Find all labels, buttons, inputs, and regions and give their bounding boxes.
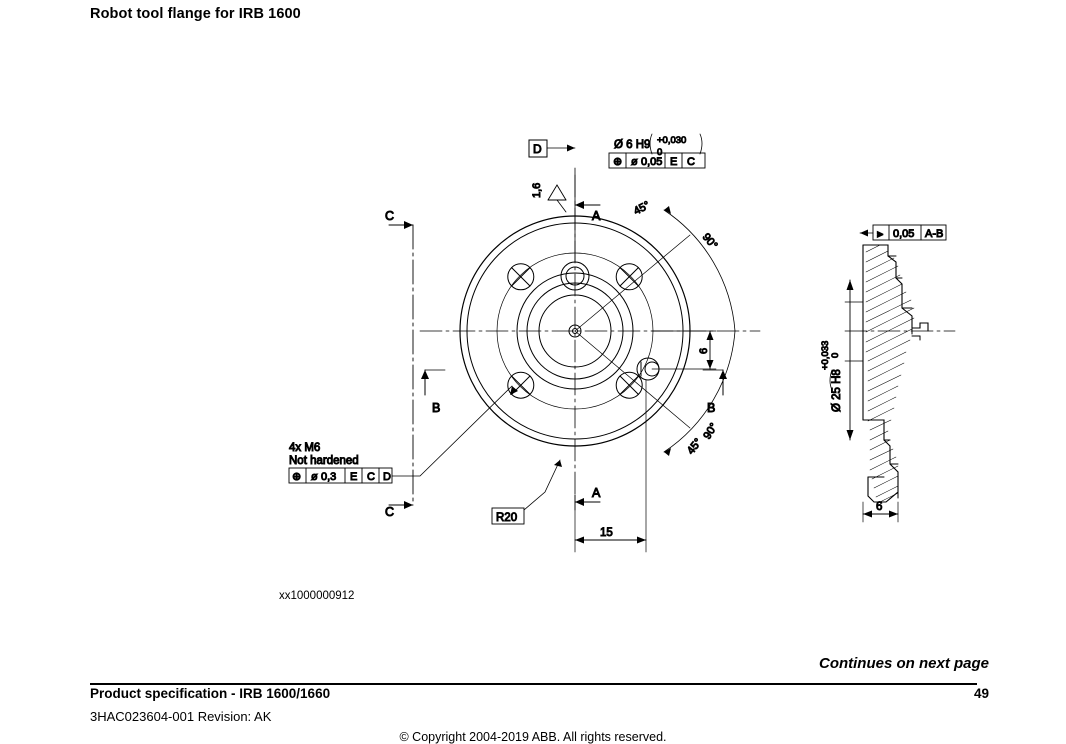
flange-drawing-svg bbox=[0, 40, 1066, 600]
svg-text:15: 15 bbox=[600, 527, 613, 539]
svg-text:C: C bbox=[385, 209, 395, 223]
svg-text:E: E bbox=[670, 156, 678, 168]
svg-text:R20: R20 bbox=[496, 512, 518, 524]
svg-text:Ø 25 H8: Ø 25 H8 bbox=[831, 369, 843, 412]
svg-text:1,6: 1,6 bbox=[531, 182, 543, 198]
svg-text:A-B: A-B bbox=[925, 228, 944, 240]
svg-text:C: C bbox=[385, 505, 395, 519]
svg-text:6: 6 bbox=[698, 347, 710, 354]
svg-text:4x M6: 4x M6 bbox=[289, 442, 321, 454]
footer-page-number: 49 bbox=[973, 686, 989, 701]
svg-text:Not hardened: Not hardened bbox=[289, 455, 359, 467]
svg-text:6: 6 bbox=[876, 501, 883, 513]
svg-text:0: 0 bbox=[830, 352, 841, 358]
svg-text:Ø 6 H9: Ø 6 H9 bbox=[614, 139, 651, 151]
svg-text:90°: 90° bbox=[699, 231, 720, 252]
svg-text:0,05: 0,05 bbox=[641, 156, 663, 168]
svg-text:ø: ø bbox=[311, 471, 318, 483]
svg-text:45°: 45° bbox=[631, 199, 653, 218]
svg-text:0: 0 bbox=[657, 147, 663, 158]
svg-text:B: B bbox=[707, 401, 716, 415]
svg-text:A: A bbox=[592, 486, 601, 500]
svg-text:+0,030: +0,030 bbox=[657, 135, 687, 146]
continues-next-page-note: Continues on next page bbox=[818, 655, 989, 672]
svg-text:E: E bbox=[350, 471, 358, 483]
page-title: Robot tool flange for IRB 1600 bbox=[90, 6, 301, 22]
technical-drawing-figure bbox=[0, 40, 1066, 600]
svg-text:⊕: ⊕ bbox=[292, 471, 302, 483]
svg-text:C: C bbox=[367, 471, 375, 483]
svg-text:⫸: ⫸ bbox=[877, 228, 884, 240]
svg-text:ø: ø bbox=[631, 156, 638, 168]
svg-text:0,3: 0,3 bbox=[321, 471, 337, 483]
footer-divider bbox=[90, 683, 977, 685]
svg-text:0,05: 0,05 bbox=[893, 228, 915, 240]
svg-text:45°: 45° bbox=[684, 436, 705, 457]
svg-text:90°: 90° bbox=[701, 421, 721, 442]
svg-text:A: A bbox=[592, 209, 601, 223]
svg-text:+0,033: +0,033 bbox=[820, 340, 831, 370]
svg-text:C: C bbox=[687, 156, 695, 168]
svg-text:B: B bbox=[432, 401, 441, 415]
svg-text:D: D bbox=[533, 142, 542, 156]
svg-text:⊕: ⊕ bbox=[613, 156, 623, 168]
footer-copyright: © Copyright 2004-2019 ABB. All rights reserved. bbox=[399, 730, 667, 744]
footer-revision: 3HAC023604-001 Revision: AK bbox=[90, 709, 272, 724]
figure-id-label: xx1000000912 bbox=[279, 590, 355, 602]
footer-product-title: Product specification - IRB 1600/1660 bbox=[90, 686, 331, 701]
svg-text:D: D bbox=[383, 471, 391, 483]
